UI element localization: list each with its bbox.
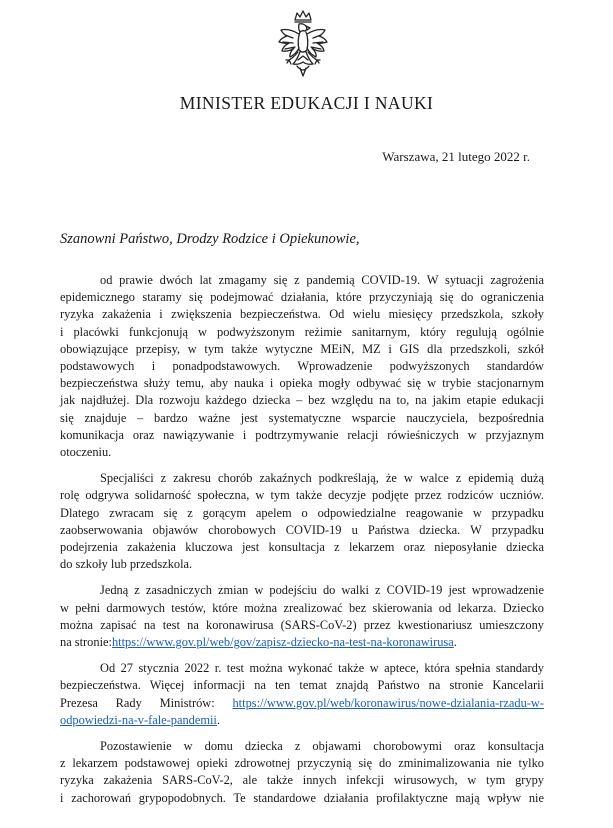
text-line: ryzyka zakażenia i zwiększenia bezpieczeństwa. Od wielu miesięcy przedszkola, szkoły <box>60 307 544 322</box>
text-line: do szkoły lub przedszkola. <box>60 557 193 572</box>
government-info-link[interactable]: https://www.gov.pl/web/koronawirus/nowe-dzialania-rzadu-w- <box>232 695 544 710</box>
text-line: epidemicznego staramy się podejmować działania, które przyczyniają się do ograniczenia <box>60 290 544 305</box>
text-line: można zapisać na test na koronawirusa (SARS-CoV-2) przez kwestionariusz umieszczony <box>60 617 544 632</box>
link-prefix: Prezesa Rady Ministrów: <box>60 695 233 710</box>
text-line: bezpieczeństwa służy temu, aby nauka i opieka mogły odbywać się w trybie stacjonarnym <box>60 376 544 391</box>
text-line: i zachorowań grypopodobnych. Te standardowe działania profilaktyczne mają wpływ nie <box>60 790 544 805</box>
text-line: od prawie dwóch lat zmagamy się z pandemią COVID-19. W sytuacji zagrożenia <box>100 273 544 287</box>
link-prefix: na stronie: <box>60 635 112 650</box>
link-suffix: . <box>216 712 220 727</box>
test-registration-link[interactable]: https://www.gov.pl/web/gov/zapisz-dziecko-na-test-na-koronawirusa <box>111 635 454 650</box>
text-line: bezpieczeństwa. Więcej informacji na ten temat znajdą Państwo na stronie Kancelarii <box>60 678 544 693</box>
paragraph-3 <box>60 582 544 651</box>
text-line <box>60 695 544 712</box>
paragraph-1 <box>60 272 544 461</box>
link-suffix: . <box>453 635 457 650</box>
text-line: Pozostawienie w domu dziecka z objawami chorobowymi oraz konsultacja <box>100 739 544 754</box>
text-line: w pełni darmowych testów, które można zrealizować bez skierowania od lekarza. Dziecko <box>60 600 544 615</box>
text-line: Jedną z zasadniczych zmian w podejściu do walki z COVID-19 jest wprowadzenie <box>100 583 544 598</box>
text-line: Od 27 stycznia 2022 r. test można wykonać także w aptece, która spełnia standardy <box>100 661 544 676</box>
text-line <box>60 712 544 729</box>
text-line: ryzyka zakażenia SARS-CoV-2, ale także innych infekcji wirusowych, w tym grypy <box>60 773 544 788</box>
text-line: jak najdłużej. Dla rozwoju każdego dziecka – bez względu na to, na jakim etapie edukacji <box>60 393 544 408</box>
text-line: z lekarzem podstawowej opieki zdrowotnej przyczynią się do zminimalizowania nie tylko <box>60 756 544 771</box>
text-line: się znajduje – bardzo ważne jest systematyczne wsparcie nauczyciela, bezpośrednia <box>60 410 544 425</box>
text-line: Dlatego zwracam się z gorącym apelem o odpowiedzialne reagowanie w przypadku <box>60 505 544 520</box>
text-line: obowiązujące przepisy, w tym także wytyczne MEiN, MZ i GIS dla przedszkoli, szkół <box>60 341 544 356</box>
text-line: zaobserwowania objawów chorobowych COVID-19 u Państwa dziecka. W przypadku <box>60 522 544 537</box>
paragraph-5 <box>60 738 544 807</box>
text-line: rolę odgrywa solidarność społeczna, w tym także decyzje podjęte przez rodziców uczniów. <box>60 488 544 503</box>
paragraph-2 <box>60 470 544 573</box>
text-line: i placówki funkcjonują w podwyższonym reżimie sanitarnym, który regulują ogólnie <box>60 324 544 339</box>
letter-date: Warszawa, 21 lutego 2022 r. <box>382 149 530 164</box>
text-line <box>60 634 544 651</box>
paragraph-4 <box>60 660 544 729</box>
text-line: komunikacja oraz nawiązywanie i podtrzymywanie relacji rówieśniczych w przyjaznym <box>60 427 544 442</box>
page-heading: MINISTER EDUKACJI I NAUKI <box>179 93 434 113</box>
government-info-link-continued[interactable]: odpowiedzi-na-v-fale-pandemii <box>60 712 217 727</box>
letter-body <box>60 272 544 816</box>
text-line: podstawowych i ponadpodstawowych. Wprowadzenie podwyższonych standardów <box>60 359 544 374</box>
text-line: podejrzenia zakażenia kluczowa jest konsultacja z lekarzem oraz nieposyłanie dziecka <box>60 540 544 555</box>
text-line: otoczeniu. <box>60 445 112 460</box>
text-line: Specjaliści z zakresu chorób zakaźnych podkreślają, że w walce z epidemią dużą <box>100 471 544 486</box>
salutation: Szanowni Państwo, Drodzy Rodzice i Opiekunowie, <box>60 231 360 247</box>
polish-eagle-emblem <box>275 8 331 80</box>
